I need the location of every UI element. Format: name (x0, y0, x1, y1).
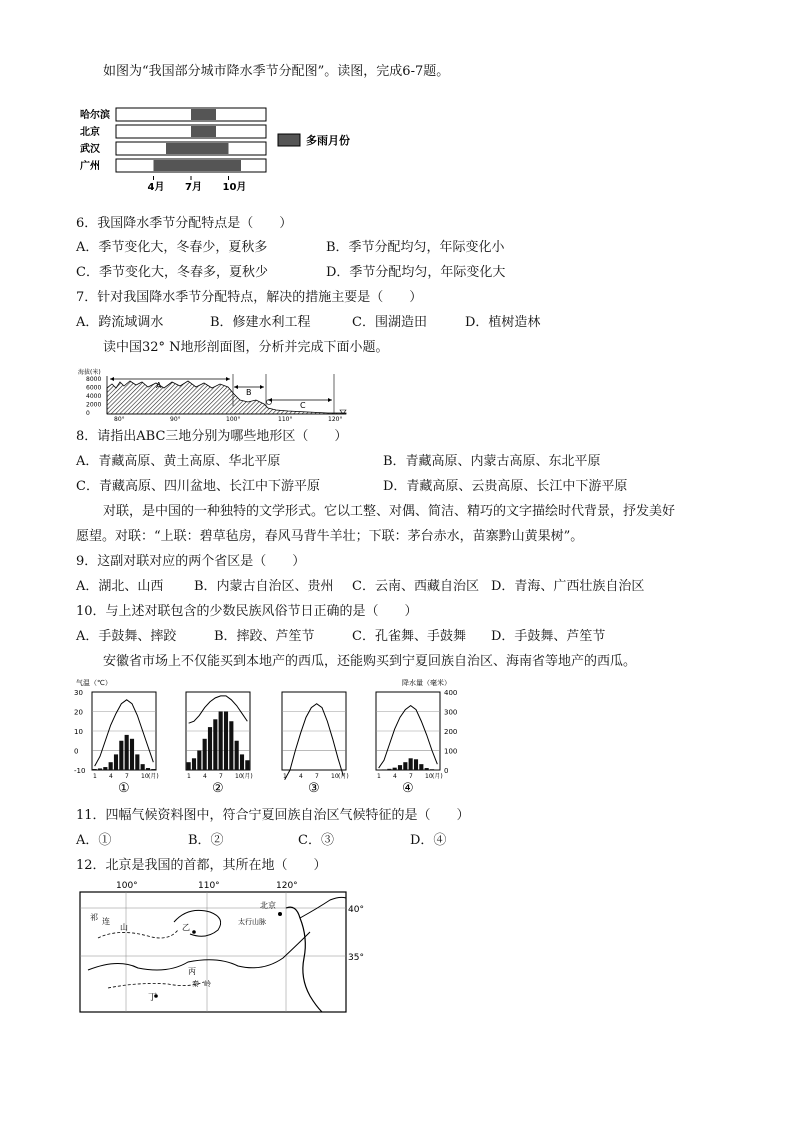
climate-precip-bar (419, 764, 423, 770)
map-place-8: 秦 (192, 980, 199, 988)
rain-legend: 多雨月份 (306, 134, 350, 147)
map-place-6: 丙 (188, 967, 196, 976)
q8-stem: 8．请指出ABC三地分别为哪些地形区（ ） (76, 429, 348, 444)
climate-precip-bar (219, 712, 223, 771)
climate-precip-bar (387, 769, 391, 770)
climate-precip-bar (203, 739, 207, 770)
rain-rainy-bar (191, 126, 216, 137)
climate-month-unit: (月) (242, 773, 253, 780)
region-c: C (300, 401, 306, 410)
q9-option-c[interactable]: C．云南、西藏自治区 (352, 579, 479, 594)
q10-option-d[interactable]: D．手鼓舞、芦笙节 (491, 629, 606, 644)
climate-precip-bar (414, 759, 418, 770)
q6-option-d[interactable]: D．季节分配均匀，年际变化大 (326, 265, 506, 280)
climate-precip-bar (224, 712, 228, 771)
precip-axis-label: 降水量（毫米） (402, 679, 451, 687)
climate-precip-bar (409, 758, 413, 770)
q8-option-c[interactable]: C．青藏高原、四川盆地、长江中下游平原 (76, 479, 320, 494)
rain-city-label: 广州 (80, 161, 100, 172)
climate-precip-bar (393, 768, 397, 770)
rain-city-label: 哈尔滨 (80, 110, 110, 121)
profile-xtick: 90° (170, 416, 181, 422)
q6-stem: 6．我国降水季节分配特点是（ ） (76, 216, 293, 231)
climate-month-tick: 1 (283, 773, 287, 780)
climate-precip-bar (403, 762, 407, 770)
climate-precip-bar (235, 741, 239, 770)
lon-110: 110° (198, 881, 220, 891)
climate-precip-bar (229, 721, 233, 770)
climate-month-tick: 7 (219, 773, 223, 780)
rain-city-label: 北京 (80, 127, 100, 138)
temp-tick: 20 (74, 708, 83, 717)
temp-tick: 10 (74, 728, 83, 736)
precip-tick: 300 (444, 708, 458, 717)
lat-40: 40° (348, 905, 364, 915)
climate-month-tick: 7 (315, 773, 319, 780)
intro-11: 安徽省市场上不仅能买到本地产的西瓜，还能购买到宁夏回族自治区、海南省等地产的西瓜。 (103, 654, 637, 669)
profile-ytick: 2000 (86, 401, 102, 409)
climate-charts (72, 676, 472, 798)
climate-panel-number: ② (212, 781, 224, 796)
profile-ytick: 0 (86, 410, 90, 417)
climate-month-tick: 10 (425, 773, 433, 780)
climate-month-tick: 4 (393, 773, 397, 780)
climate-precip-bar (98, 768, 102, 770)
climate-month-unit: (月) (148, 773, 159, 780)
q12-stem: 12．北京是我国的首都，其所在地（ ） (76, 858, 327, 873)
temp-axis-label: 气温（℃） (76, 679, 112, 687)
lat-35: 35° (348, 953, 364, 963)
climate-precip-bar (245, 760, 249, 770)
q6-option-a[interactable]: A．季节变化大，冬春少，夏秋多 (76, 240, 268, 255)
lon-120: 120° (276, 881, 298, 891)
climate-precip-bar (240, 754, 244, 770)
q7-option-b[interactable]: B．修建水利工程 (210, 315, 311, 330)
map-place-3: 山 (120, 923, 128, 932)
profile-xtick: 120° (328, 416, 343, 422)
q6-option-c[interactable]: C．季节变化大，冬春多，夏秋少 (76, 265, 268, 280)
rain-city-label: 武汉 (80, 144, 100, 155)
climate-month-tick: 10 (141, 773, 149, 780)
temp-tick: -10 (74, 767, 86, 775)
q9-option-a[interactable]: A．湖北、山西 (76, 579, 164, 594)
q11-option-c[interactable]: C．③ (298, 833, 334, 848)
q7-option-d[interactable]: D．植树造林 (465, 315, 541, 330)
rain-rainy-bar (166, 143, 229, 154)
q9-option-b[interactable]: B．内蒙古自治区、贵州 (194, 579, 334, 594)
climate-precip-bar (125, 735, 129, 770)
q11-option-a[interactable]: A．① (76, 833, 112, 848)
rain-rainy-bar (191, 109, 216, 120)
climate-month-tick: 1 (377, 773, 381, 780)
q11-stem: 11．四幅气候资料图中，符合宁夏回族自治区气候特征的是（ ） (76, 808, 470, 823)
intro-8: 读中国32° N地形剖面图，分析并完成下面小题。 (103, 340, 389, 355)
q11-option-b[interactable]: B．② (188, 833, 224, 848)
climate-precip-bar (398, 765, 402, 770)
climate-month-tick: 4 (203, 773, 207, 780)
climate-precip-bar (382, 769, 386, 770)
climate-precip-bar (213, 719, 217, 770)
map-place-beijing: 北京 (260, 901, 276, 910)
climate-precip-bar (103, 767, 107, 770)
climate-precip-bar (425, 768, 429, 770)
climate-precip-bar (141, 764, 145, 770)
q8-option-a[interactable]: A．青藏高原、黄土高原、华北平原 (76, 454, 281, 469)
map-place-1: 祁 (90, 913, 98, 922)
lon-100: 100° (116, 881, 138, 891)
q10-option-b[interactable]: B．摔跤、芦笙节 (214, 629, 315, 644)
temp-tick: 0 (74, 747, 79, 756)
profile-ytick: 8000 (86, 376, 102, 383)
profile-xtick: 110° (278, 416, 293, 422)
map-place-4: 乙 (182, 923, 190, 932)
climate-month-tick: 1 (187, 773, 191, 780)
q7-option-a[interactable]: A．跨流域调水 (76, 315, 164, 330)
rain-rainy-bar (154, 160, 242, 171)
climate-month-tick: 4 (109, 773, 113, 780)
profile-xtick: 100° (226, 416, 241, 422)
q9-stem: 9．这副对联对应的两个省区是（ ） (76, 554, 306, 569)
climate-month-tick: 10 (235, 773, 243, 780)
profile-ytick: 6000 (86, 384, 102, 392)
climate-month-tick: 4 (299, 773, 303, 780)
q7-stem: 7．针对我国降水季节分配特点，解决的措施主要是（ ） (76, 290, 423, 305)
climate-month-unit: (月) (432, 773, 443, 780)
climate-month-unit: (月) (338, 773, 349, 780)
climate-precip-bar (187, 762, 191, 770)
climate-precip-bar (93, 769, 97, 770)
couplet-line-1: 对联，是中国的一种独特的文学形式。它以工整、对偶、简洁、精巧的文字描绘时代背景，抒发美好 (103, 504, 676, 519)
map-place-9: 岭 (204, 980, 211, 988)
q9-option-d[interactable]: D．青海、广西壮族自治区 (491, 579, 645, 594)
climate-precip-bar (151, 769, 155, 770)
climate-precip-bar (208, 727, 212, 770)
climate-panel-number: ③ (308, 781, 320, 796)
q8-option-b[interactable]: B．青藏高原、内蒙古高原、东北平原 (383, 454, 601, 469)
climate-precip-bar (192, 758, 196, 770)
couplet-line-2: 愿望。对联：“上联：碧草毡房，春风马背牛羊壮；下联：茅台赤水，苗寨黔山黄果树”。 (76, 529, 584, 544)
q6-option-b[interactable]: B．季节分配均匀，年际变化小 (326, 240, 505, 255)
climate-precip-bar (114, 754, 118, 770)
region-b: B (246, 388, 252, 397)
q8-option-d[interactable]: D．青藏高原、云贵高原、长江中下游平原 (383, 479, 628, 494)
precip-tick: 100 (444, 747, 458, 756)
map-place-7: 丁 (148, 993, 158, 1003)
intro-6-7: 如图为“我国部分城市降水季节分配图”。读图，完成6-7题。 (103, 64, 450, 79)
q10-stem: 10．与上述对联包含的少数民族风俗节日正确的是（ ） (76, 604, 418, 619)
precip-tick: 200 (444, 728, 458, 736)
climate-month-tick: 10 (331, 773, 339, 780)
rain-season-chart (78, 104, 378, 196)
climate-precip-bar (130, 739, 134, 770)
climate-precip-bar (146, 768, 150, 770)
map-place-5: 太行山脉 (238, 918, 266, 926)
climate-panel-number: ① (118, 781, 130, 796)
profile-ytick: 4000 (86, 393, 102, 400)
region-map (78, 878, 370, 1014)
q10-option-c[interactable]: C．孔雀舞、手鼓舞 (352, 629, 466, 644)
precip-tick: 400 (444, 689, 458, 697)
temp-tick: 30 (74, 689, 83, 697)
climate-panel-number: ④ (402, 781, 414, 796)
climate-precip-bar (197, 751, 201, 771)
precip-tick: 0 (444, 767, 449, 775)
rain-month-label: 4月 (147, 182, 165, 193)
climate-precip-bar (109, 762, 113, 770)
rain-month-label: 7月 (185, 182, 202, 193)
q10-option-a[interactable]: A．手鼓舞、摔跤 (76, 629, 177, 644)
terrain-profile (78, 366, 353, 422)
climate-month-tick: 7 (409, 773, 413, 780)
region-a: A (156, 381, 162, 390)
q7-option-c[interactable]: C．围湖造田 (352, 315, 427, 330)
profile-xtick: 80° (114, 416, 125, 422)
rain-month-label: 10月 (222, 182, 247, 193)
climate-month-tick: 1 (93, 773, 97, 780)
climate-month-tick: 7 (125, 773, 129, 780)
climate-precip-bar (135, 754, 139, 770)
climate-precip-bar (430, 769, 434, 770)
climate-precip-bar (119, 741, 123, 770)
map-place-2: 连 (102, 917, 110, 926)
profile-ylabel: 海拔(米) (78, 369, 101, 376)
q11-option-d[interactable]: D．④ (410, 833, 447, 848)
